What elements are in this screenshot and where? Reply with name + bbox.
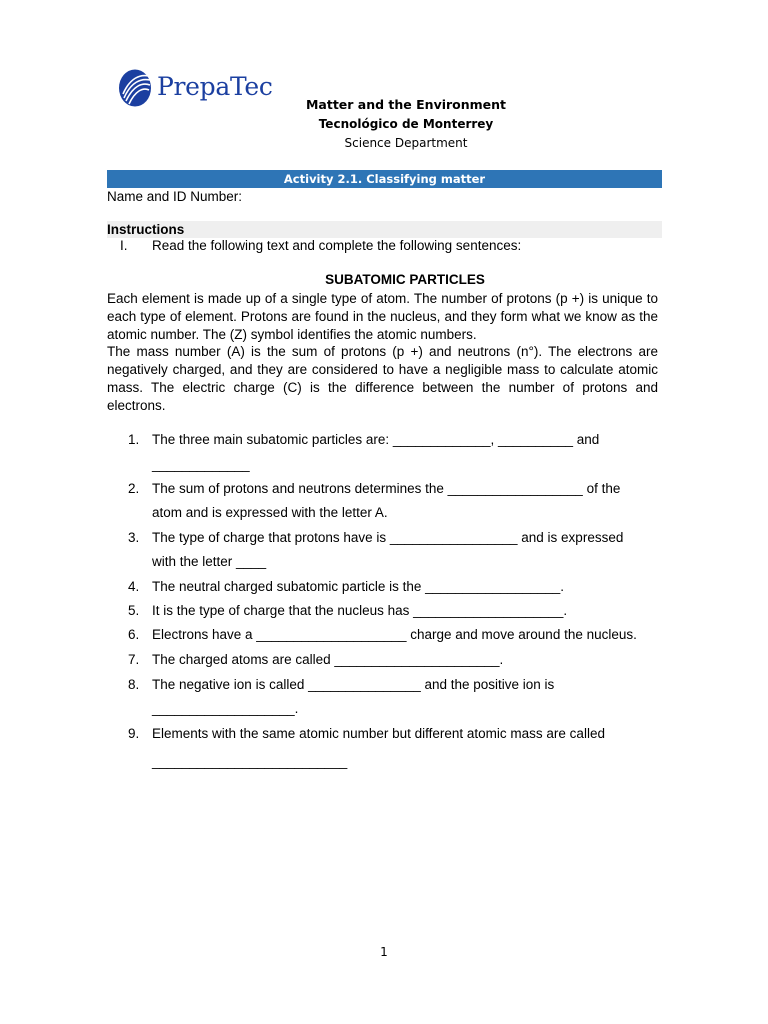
question-text: The negative ion is called _______________ and the positive ion is [152, 677, 555, 692]
question-number: 6. [128, 627, 140, 642]
course-title: Matter and the Environment [305, 97, 507, 112]
instruction-text: Read the following text and complete the following sentences: [152, 238, 522, 253]
question-number: 1. [128, 432, 140, 447]
prepatec-emblem-icon [118, 68, 154, 108]
question-text: It is the type of charge that the nucleus has ____________________. [152, 603, 568, 618]
question-text-continued: atom and is expressed with the letter A. [152, 505, 388, 520]
question-number: 7. [128, 652, 140, 667]
question-number: 8. [128, 677, 140, 692]
question-number: 2. [128, 481, 140, 496]
department-name: Science Department [344, 136, 468, 150]
question-text: The charged atoms are called ______________________. [152, 652, 504, 667]
question-text-continued: ___________________. [152, 701, 299, 716]
brand-name: PrepaTec [157, 72, 273, 101]
question-number: 3. [128, 530, 140, 545]
question-number: 5. [128, 603, 140, 618]
question-number: 4. [128, 579, 140, 594]
section-title: SUBATOMIC PARTICLES [325, 272, 485, 287]
question-text: Elements with the same atomic number but different atomic mass are called [152, 726, 605, 741]
question-text: Electrons have a ____________________ charge and move around the nucleus. [152, 627, 637, 642]
instructions-heading: Instructions [107, 221, 662, 238]
question-text: The neutral charged subatomic particle is the __________________. [152, 579, 565, 594]
question-text-continued: _____________ [152, 457, 250, 472]
name-id-label: Name and ID Number: [107, 189, 243, 204]
question-text: The three main subatomic particles are: _____________, __________ and [152, 432, 600, 447]
paragraph-protons: Each element is made up of a single type of atom. The number of protons (p +) is unique to each type of element. Protons are found in the nucleus, and they form what we know as the atomic number. The (Z) symbol identifies the atomic numbers. [107, 291, 658, 342]
instruction-numeral: I. [120, 238, 128, 253]
question-text: The sum of protons and neutrons determines the __________________ of the [152, 481, 621, 496]
institution-name: Tecnológico de Monterrey [318, 117, 494, 131]
page-number: 1 [380, 945, 388, 959]
question-text-continued: __________________________ [152, 754, 348, 769]
question-text-continued: with the letter ____ [152, 554, 267, 569]
question-number: 9. [128, 726, 140, 741]
question-text: The type of charge that protons have is _________________ and is expressed [152, 530, 624, 545]
activity-title-bar: Activity 2.1. Classifying matter [107, 170, 662, 188]
paragraph-mass-number: The mass number (A) is the sum of protons (p +) and neutrons (n°). The electrons are negatively charged, and they are considered to have a negligible mass to calculate atomic mass. The electric charge (C) is the difference between the number of protons and electrons. [107, 344, 658, 413]
